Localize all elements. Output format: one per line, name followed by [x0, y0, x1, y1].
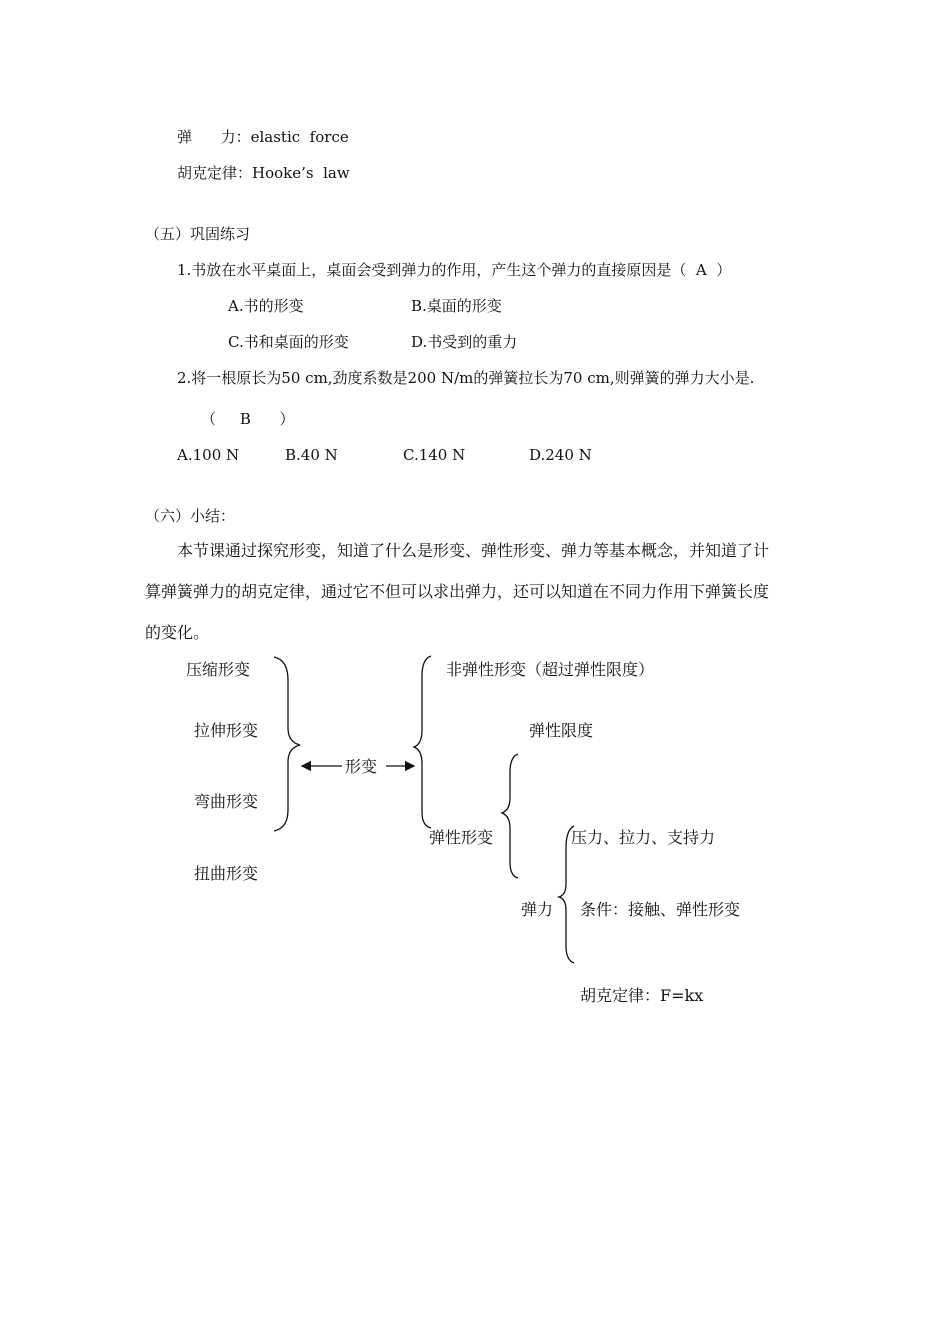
q1-option-b: B.桌面的形变 — [411, 297, 502, 315]
diagram-force-types: 压力、拉力、支持力 — [571, 828, 716, 847]
summary-heading: （六）小结： — [145, 507, 236, 525]
diagram-elastic-limit: 弹性限度 — [529, 721, 594, 740]
brace-elastic-deformation — [502, 754, 518, 878]
diagram-condition: 条件：接触、弹性形变 — [580, 900, 741, 919]
diagram-hooke: 胡克定律：F=kx — [580, 986, 704, 1005]
diagram-stretch: 拉伸形变 — [194, 721, 259, 740]
brace-deformation-types — [274, 657, 300, 831]
diagram-compress: 压缩形变 — [186, 660, 251, 679]
summary-line-2: 算弹簧弹力的胡克定律，通过它不但可以求出弹力，还可以知道在不同力作用下弹簧长度 — [145, 582, 770, 601]
diagram-elastic-force: 弹力 — [521, 900, 554, 919]
summary-line-1: 本节课通过探究形变，知道了什么是形变、弹性形变、弹力等基本概念，并知道了计 — [177, 541, 770, 560]
vocab-hookes-law: 胡克定律：Hooke’s law — [177, 164, 350, 182]
q2-stem: 2.将一根原长为50 cm,劲度系数是200 N/m的弹簧拉长为70 cm,则弹簧的弹力大小是. — [177, 369, 755, 387]
summary-line-3: 的变化。 — [145, 623, 210, 642]
q1-option-d: D.书受到的重力 — [411, 333, 518, 351]
diagram-bend: 弯曲形变 — [194, 792, 259, 811]
q2-option-c: C.140 N — [403, 446, 466, 464]
q2-option-a: A.100 N — [177, 446, 240, 464]
q1-option-c: C.书和桌面的形变 — [228, 333, 349, 351]
q2-option-d: D.240 N — [529, 446, 592, 464]
diagram-elastic-deformation: 弹性形变 — [429, 828, 494, 847]
q2-answer: （ B ） — [201, 410, 295, 428]
diagram-twist: 扭曲形变 — [194, 864, 259, 883]
q2-option-b: B.40 N — [285, 446, 338, 464]
diagram-deformation: 形变 — [345, 757, 378, 776]
vocab-elastic-force: 弹 力：elastic force — [177, 128, 349, 146]
practice-heading: （五）巩固练习 — [145, 225, 251, 243]
brace-deformation-split — [414, 656, 431, 828]
q1-stem: 1.书放在水平桌面上，桌面会受到弹力的作用，产生这个弹力的直接原因是（ A ） — [177, 261, 732, 279]
q1-option-a: A.书的形变 — [228, 297, 304, 315]
diagram-inelastic: 非弹性形变（超过弹性限度） — [446, 660, 655, 679]
